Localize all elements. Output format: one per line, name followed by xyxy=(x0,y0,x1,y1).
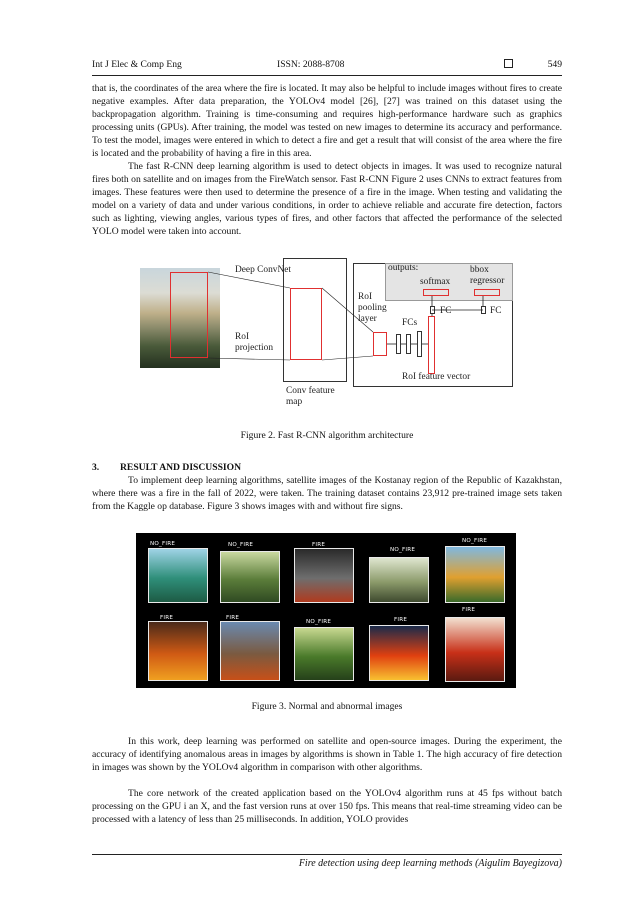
paragraph-4: In this work, deep learning was performed on satellite and open-source images. During the experiment, the accuracy of identifying anomalous areas in images by algorithms is shown in Table 1. The high accuracy of fire detection in images was shown by the YOLOv4 algorithm in comparison with other algorithms. xyxy=(92,736,562,773)
section-number: 3. xyxy=(92,462,100,473)
thumbnail-label-2: NO_FIRE xyxy=(228,542,254,548)
thumbnail-label-1: NO_FIRE xyxy=(150,541,176,547)
thumbnail-label-7: FIRE xyxy=(226,615,240,621)
dataset-thumbnail-2 xyxy=(220,551,280,603)
diagram-connectors xyxy=(140,258,514,414)
roi-pooling-layer-label: RoI pooling layer xyxy=(358,292,387,324)
paragraph-3: To implement deep learning algorithms, satellite images of the Kostanay region of the Republic of Kazakhstan, where there was a fire in the fall of 2022, were taken. The training dataset contains 23,912 pre-trained image sets taken from the Kaggle op database. Figure 3 shows images with and without fire signs. xyxy=(92,475,562,512)
paragraph-5: The core network of the created application based on the YOLOv4 algorithm runs at 45 fps without batch processing on the GPU i an X, and the fast version runs at over 150 fps. This means that real-time streaming video can be processed with a latency of less than 25 milliseconds. In addition, YOLO provides xyxy=(92,788,562,825)
figure-2-fast-rcnn-diagram xyxy=(140,258,514,414)
paragraph-2: The fast R-CNN deep learning algorithm is used to detect objects in images. It was used to recognize natural fires both on satellite and on images from the FireWatch sensor. Fast R-CNN Figure 2 uses CNNs to extract features from images. These features were then used to determine the presence of a fire in the image. When testing and validating the model on a variety of data and under various conditions, in order to achieve reliable and accurate fire detection, factors such as lighting, viewing angles, various types of fires, and other factors that affected the performance of the selected YOLO model were taken into account. xyxy=(92,161,562,237)
thumbnail-label-8: NO_FIRE xyxy=(306,619,332,625)
roi-feature-vector-label: RoI feature vector xyxy=(402,372,471,382)
paragraph-1: that is, the coordinates of the area where the fire is located. It may also be helpful to include images without fires to create negative examples. After data preparation, the YOLOv4 model [26], [27] was trained on this dataset using the backpropagation algorithm. Training is time-consuming and requires high-performance hardware such as graphics processing units (GPUs). After training, the model was tested on new images to determine its accuracy and performance. To test the model, images were entered in which to detect a fire and get a result that will consist of the area where the fire is located and the probability of having a fire in this area. xyxy=(92,83,562,159)
thumbnail-label-6: FIRE xyxy=(160,615,174,621)
thumbnail-label-5: NO_FIRE xyxy=(462,538,488,544)
journal-name: Int J Elec & Comp Eng xyxy=(92,59,182,70)
thumbnail-label-10: FIRE xyxy=(462,607,476,613)
dataset-thumbnail-7 xyxy=(220,621,280,681)
deep-convnet-label: Deep ConvNet xyxy=(235,265,291,275)
figure-3-caption: Figure 3. Normal and abnormal images xyxy=(251,701,403,712)
dataset-thumbnail-6 xyxy=(148,621,208,681)
footer-rule xyxy=(92,854,562,855)
section-title: RESULT AND DISCUSSION xyxy=(120,462,242,473)
softmax-label: softmax xyxy=(420,277,451,287)
dataset-thumbnail-8 xyxy=(294,627,354,681)
issn: ISSN: 2088-8708 xyxy=(277,59,345,70)
dataset-thumbnail-10 xyxy=(445,617,505,682)
fcs-label: FCs xyxy=(402,318,418,328)
dataset-thumbnail-4 xyxy=(369,557,429,603)
figure-3-image-grid xyxy=(136,533,516,688)
page-number: 549 xyxy=(547,59,562,70)
fc-left-label: FC xyxy=(440,306,452,316)
dataset-thumbnail-5 xyxy=(445,546,505,603)
dataset-thumbnail-1 xyxy=(148,548,208,603)
conv-feature-map-label: Conv feature map xyxy=(286,386,335,407)
thumbnail-label-9: FIRE xyxy=(394,617,408,623)
header-rule xyxy=(92,75,562,76)
bbox-regressor-label: bbox regressor xyxy=(470,265,505,286)
thumbnail-label-4: NO_FIRE xyxy=(390,547,416,553)
figure-2-caption: Figure 2. Fast R-CNN algorithm architecture xyxy=(240,430,414,441)
dataset-thumbnail-9 xyxy=(369,625,429,681)
outputs-label: outputs: xyxy=(388,263,419,273)
running-title: Fire detection using deep learning methods (Aigulim Bayegizova) xyxy=(298,858,562,869)
section-heading xyxy=(92,462,241,473)
page-header xyxy=(92,59,562,73)
fc-right-label: FC xyxy=(490,306,502,316)
roi-projection-label: RoI projection xyxy=(235,332,274,353)
dataset-thumbnail-3 xyxy=(294,548,354,603)
thumbnail-label-3: FIRE xyxy=(312,542,326,548)
